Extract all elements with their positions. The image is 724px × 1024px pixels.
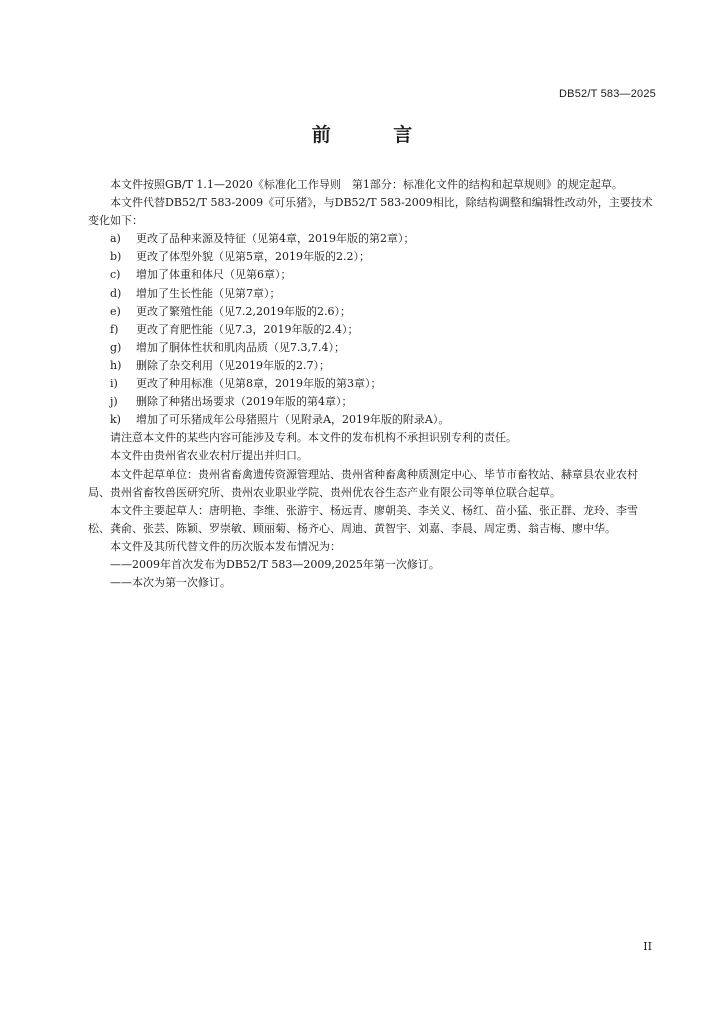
list-marker: i) bbox=[110, 377, 118, 391]
list-text: 增加了可乐猪成年公母猪照片（见附录A，2019年版的附录A）。 bbox=[136, 413, 450, 427]
list-item bbox=[88, 375, 658, 393]
list-item bbox=[88, 230, 658, 248]
list-item bbox=[88, 266, 658, 284]
list-item bbox=[88, 393, 658, 411]
list-marker: b) bbox=[110, 250, 122, 264]
page-title: 前 言 bbox=[311, 124, 441, 146]
list-text: 更改了品种来源及特征（见第4章，2019年版的第2章）； bbox=[136, 232, 415, 246]
list-marker: g) bbox=[110, 340, 122, 354]
paragraph-history-item: ——2009年首次发布为DB52/T 583—2009,2025年第一次修订。 bbox=[110, 557, 440, 571]
list-item bbox=[88, 357, 658, 375]
list-marker: j) bbox=[110, 395, 118, 409]
page-number: II bbox=[643, 940, 652, 953]
document-body bbox=[88, 176, 658, 592]
list-marker: c) bbox=[110, 268, 121, 282]
paragraph-proposer: 本文件由贵州省农业农村厅提出并归口。 bbox=[110, 449, 308, 463]
list-marker: k) bbox=[110, 413, 121, 427]
paragraph-drafting-units: 本文件起草单位：贵州省畜禽遗传资源管理站、贵州省种畜禽种质测定中心、毕节市畜牧站、赫章县农业农村局、贵州省畜牧兽医研究所、贵州农业职业学院、贵州优农谷生态产业有限公司等单位联合起草。 bbox=[88, 467, 638, 499]
paragraph-drafting-basis: 本文件按照GB/T 1.1—2020《标准化工作导则 第1部分：标准化文件的结构和起草规则》的规定起草。 bbox=[110, 178, 623, 191]
list-text: 增加了体重和体尺（见第6章）； bbox=[136, 268, 292, 282]
document-code: DB52/T 583—2025 bbox=[559, 88, 656, 100]
list-text: 更改了体型外貌（见第5章，2019年版的2.2）； bbox=[136, 250, 370, 264]
changes-list bbox=[88, 230, 658, 429]
list-marker: d) bbox=[110, 286, 122, 300]
list-marker: h) bbox=[110, 358, 122, 372]
list-item bbox=[88, 248, 658, 266]
list-text: 增加了生长性能（见第7章）； bbox=[136, 286, 281, 300]
list-text: 增加了胴体性状和肌肉品质（见7.3,7.4）； bbox=[136, 340, 345, 354]
list-text: 删除了杂交利用（见2019年版的2.7）； bbox=[136, 358, 330, 372]
list-text: 更改了繁殖性能（见7.2,2019年版的2.6）； bbox=[136, 304, 351, 318]
paragraph-history-intro: 本文件及其所代替文件的历次版本发布情况为： bbox=[110, 539, 341, 553]
list-item bbox=[88, 303, 658, 321]
paragraph-history-item: ——本次为第一次修订。 bbox=[110, 576, 231, 590]
paragraph-patent-notice: 请注意本文件的某些内容可能涉及专利。本文件的发布机构不承担识别专利的责任。 bbox=[110, 431, 517, 445]
list-marker: e) bbox=[110, 304, 121, 318]
list-marker: f) bbox=[110, 322, 119, 336]
list-item bbox=[88, 321, 658, 339]
list-item bbox=[88, 339, 658, 357]
list-text: 删除了种猪出场要求（2019年版的第4章）； bbox=[136, 395, 353, 409]
list-text: 更改了种用标准（见第8章，2019年版的第3章）； bbox=[136, 377, 382, 391]
list-item bbox=[88, 411, 658, 429]
list-item bbox=[88, 285, 658, 303]
paragraph-replacement: 本文件代替DB52/T 583-2009《可乐猪》，与DB52/T 583-2009相比，除结构调整和编辑性改动外，主要技术变化如下： bbox=[88, 196, 653, 228]
list-marker: a) bbox=[110, 232, 121, 246]
paragraph-drafters: 本文件主要起草人：唐明艳、李维、张游宇、杨远青、廖朝美、李关义、杨红、苗小猛、张正群、龙玲、李雪松、龚俞、张芸、陈颖、罗崇敏、顾丽菊、杨齐心、周迪、黄智宇、刘嘉、李晨、周定勇、翁吉梅、廖中华。 bbox=[88, 503, 638, 535]
list-text: 更改了育肥性能（见7.3，2019年版的2.4）； bbox=[136, 322, 359, 336]
